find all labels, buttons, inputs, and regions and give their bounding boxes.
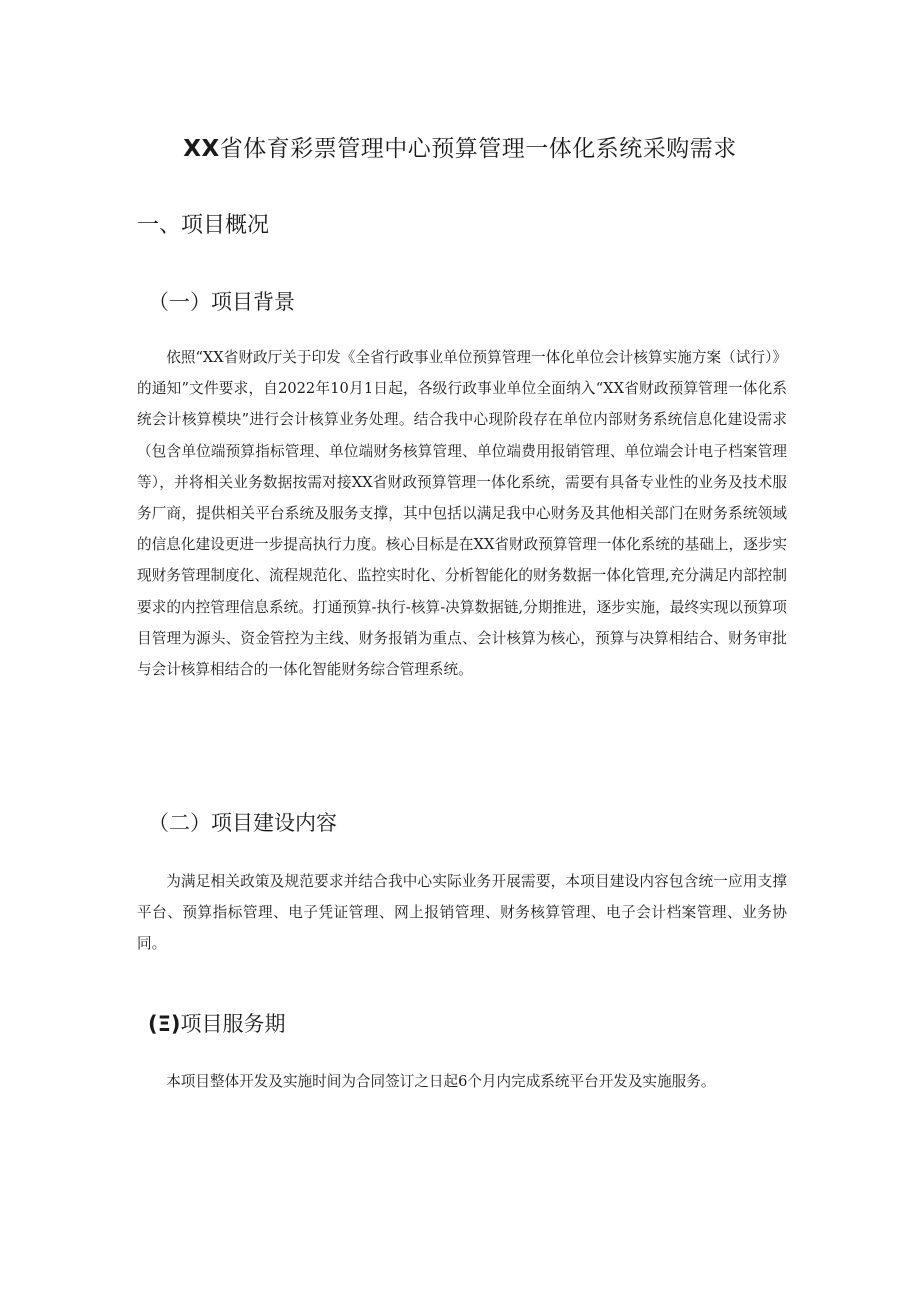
document-title-prefix: XX (183, 136, 220, 162)
paragraph-background: 依照“XX省财政厅关于印发《全省行政事业单位预算管理一体化单位会计核算实施方案（试行）》的通知”文件要求，自2022年10月1日起，各级行政事业单位全面纳入“XX省财政预算管理一体化系统会计核算模块”进行会计核算业务处理。结合我中心现阶段存在单位内部财务系统信息化建设需求（包含单位端预算指标管理、单位端财务核算管理、单位端费用报销管理、单位端会计电子档案管理等），并将相关业务数据按需对接XX省财政预算管理一体化系统，需要有具备专业性的业务及技术服务厂商，提供相关平台系统及服务支撑，其中包括以满足我中心财务及其他相关部门在财务系统领域的信息化建设更进一步提高执行力度。核心目标是在XX省财政预算管理一体化系统的基础上，逐步实现财务管理制度化、流程规范化、监控实时化、分析智能化的财务数据一体化管理,充分满足内部控制要求的内控管理信息系统。打通预算-执行-核算-决算数据链,分期推进，逐步实施，最终实现以预算项目管理为源头、资金管控为主线、财务报销为重点、会计核算为核心，预算与决算相结合、财务审批与会计核算相结合的一体化智能财务综合管理系统。 (137, 349, 787, 679)
paragraph-service-period: 本项目整体开发及实施时间为合同签订之日起6个月内完成系统平台开发及实施服务。 (166, 1073, 716, 1090)
subsection-heading-background: （一）项目背景 (148, 290, 295, 314)
subsection-heading-construction-content: （二）项目建设内容 (148, 811, 337, 835)
section-heading-project-overview: 一、项目概况 (137, 213, 270, 238)
document-title (0, 130, 920, 163)
paragraph-construction-content: 为满足相关政策及规范要求并结合我中心实际业务开展需要，本项目建设内容包含统一应用支撑平台、预算指标管理、电子凭证管理、网上报销管理、财务核算管理、电子会计档案管理、业务协同。 (137, 873, 787, 953)
document-title-text: 省体育彩票管理中心预算管理一体化系统采购需求 (219, 136, 737, 162)
subsection-heading-service-period (148, 1008, 285, 1038)
subsection-number: (Ξ) (148, 1012, 181, 1036)
subsection-heading-text: 项目服务期 (180, 1012, 286, 1036)
